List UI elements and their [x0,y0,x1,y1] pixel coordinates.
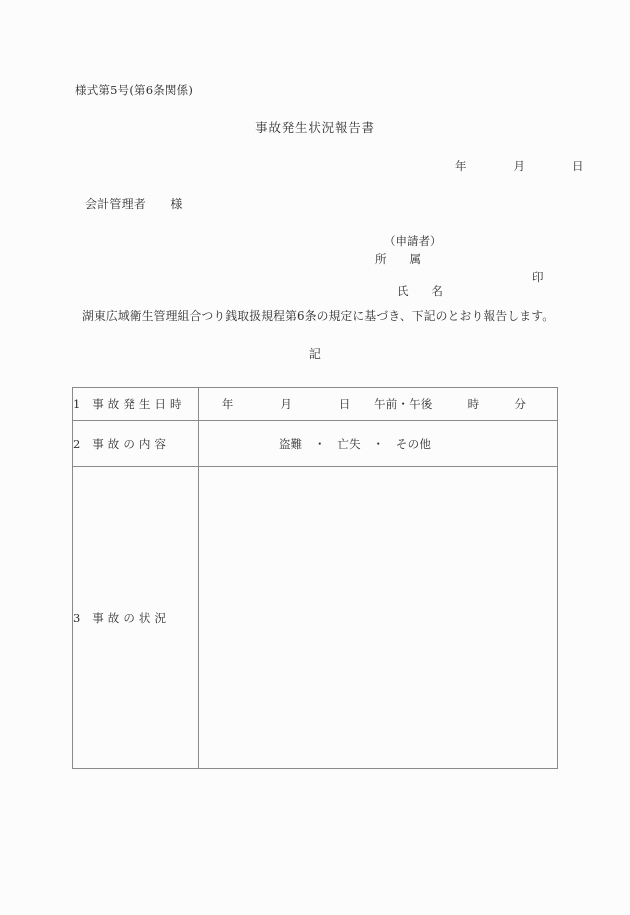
row-label-accident-content: 2 事 故 の 内 容 [73,421,199,467]
affiliation-label: 所 属 [375,252,421,266]
accident-report-table [72,387,558,769]
date-line: 年 月 日 [455,159,584,173]
row-label-accident-datetime: 1 事 故 発 生 日 時 [73,388,199,421]
table-row [73,421,558,467]
seal-label: 印 [532,270,544,284]
name-label: 氏 名 [396,284,443,298]
name-row [375,269,544,298]
body-paragraph: 湖東広域衛生管理組合つり銭取扱規程第6条の規定に基づき、下記のとおり報告します。 [82,309,555,323]
table-row [73,467,558,769]
addressee: 会計管理者 様 [85,197,183,211]
table-row [73,388,558,421]
form-number: 様式第5号(第6条関係) [75,83,194,97]
applicant-heading: （申請者） [384,234,442,248]
row-label-accident-situation: 3 事 故 の 状 況 [73,467,199,769]
row-value-accident-situation[interactable] [199,467,558,769]
page-title: 事故発生状況報告書 [255,120,375,135]
applicant-block [375,233,544,298]
row-value-accident-datetime[interactable]: 年 月 日 午前・午後 時 分 [199,388,558,421]
ki-marker: 記 [308,347,322,361]
row-value-accident-content[interactable]: 盗難 ・ 亡失 ・ その他 [199,421,558,467]
